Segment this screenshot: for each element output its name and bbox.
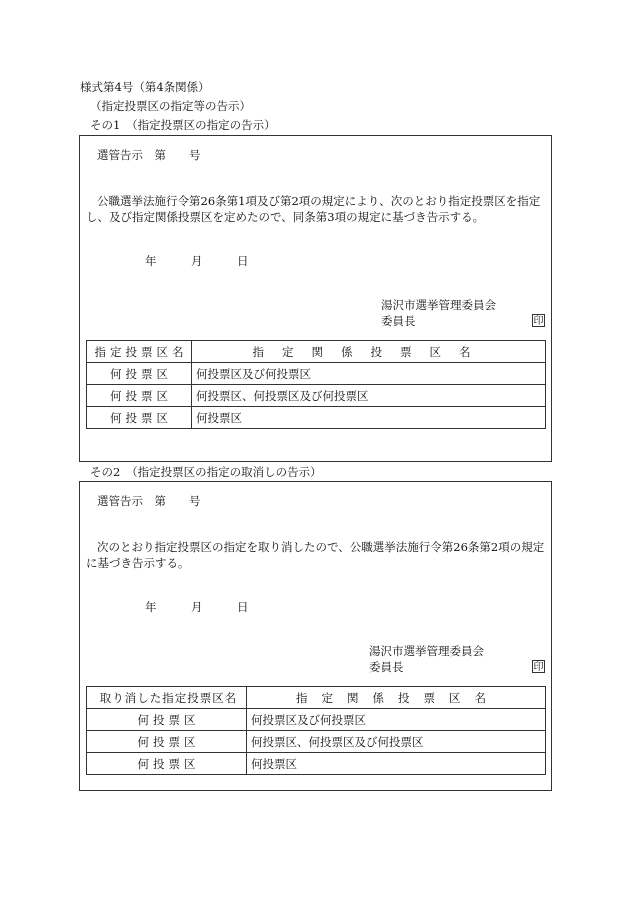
- table-row: [87, 363, 546, 385]
- table-row: [87, 385, 546, 407]
- row-designated-district: 何投票区: [87, 385, 192, 407]
- table-row: [87, 731, 546, 753]
- section2-table: [86, 686, 546, 775]
- row-related-district: 何投票区、何投票区及び何投票区: [192, 385, 546, 407]
- row-designated-district: 何投票区: [87, 363, 192, 385]
- section1-body-line1: 公職選挙法施行令第26条第1項及び第2項の規定により、次のとおり指定投票区を指定: [97, 194, 541, 208]
- section2-body-line2: に基づき告示する。: [86, 556, 190, 570]
- table-header-row: [87, 341, 546, 363]
- section1-chair: 委員長: [381, 314, 416, 328]
- table-row: [87, 407, 546, 429]
- row-related-district: 何投票区: [192, 407, 546, 429]
- header-cancelled-district: 取り消した指定投票区名: [87, 687, 247, 709]
- row-cancelled-district: 何投票区: [87, 709, 247, 731]
- row-cancelled-district: 何投票区: [87, 731, 247, 753]
- header-related-district: 指定関係投票区名: [247, 687, 546, 709]
- section2-notice-number: 選管告示 第 号: [97, 494, 201, 508]
- section1-date: 年 月 日: [145, 254, 249, 268]
- table-row: [87, 753, 546, 775]
- section2-body-line1: 次のとおり指定投票区の指定を取り消したので、公職選挙法施行令第26条第2項の規定: [97, 540, 545, 554]
- section1-body-line2: し、及び指定関係投票区を定めたので、同条第3項の規定に基づき告示する。: [86, 210, 485, 224]
- section1-table: [86, 340, 546, 429]
- section1-heading: その1 （指定投票区の指定の告示）: [90, 118, 276, 132]
- section2-seal-mark: 印: [533, 662, 544, 673]
- table-row: [87, 709, 546, 731]
- row-designated-district: 何投票区: [87, 407, 192, 429]
- header-designated-district: 指定投票区名: [87, 341, 192, 363]
- row-related-district: 何投票区: [247, 753, 546, 775]
- row-related-district: 何投票区及び何投票区: [192, 363, 546, 385]
- header-related-district: 指定関係投票区名: [192, 341, 546, 363]
- section1-seal-mark: 印: [533, 316, 544, 327]
- section2-date: 年 月 日: [145, 600, 249, 614]
- row-cancelled-district: 何投票区: [87, 753, 247, 775]
- section2-issuer: 湯沢市選挙管理委員会: [369, 644, 484, 658]
- form-title: 様式第4号（第4条関係）: [80, 80, 210, 94]
- row-related-district: 何投票区、何投票区及び何投票区: [247, 731, 546, 753]
- section2-chair: 委員長: [369, 660, 404, 674]
- row-related-district: 何投票区及び何投票区: [247, 709, 546, 731]
- section1-notice-number: 選管告示 第 号: [97, 148, 201, 162]
- section2-heading: その2 （指定投票区の指定の取消しの告示）: [90, 465, 322, 479]
- table-header-row: [87, 687, 546, 709]
- form-subtitle: （指定投票区の指定等の告示）: [90, 99, 251, 113]
- section1-issuer: 湯沢市選挙管理委員会: [381, 298, 496, 312]
